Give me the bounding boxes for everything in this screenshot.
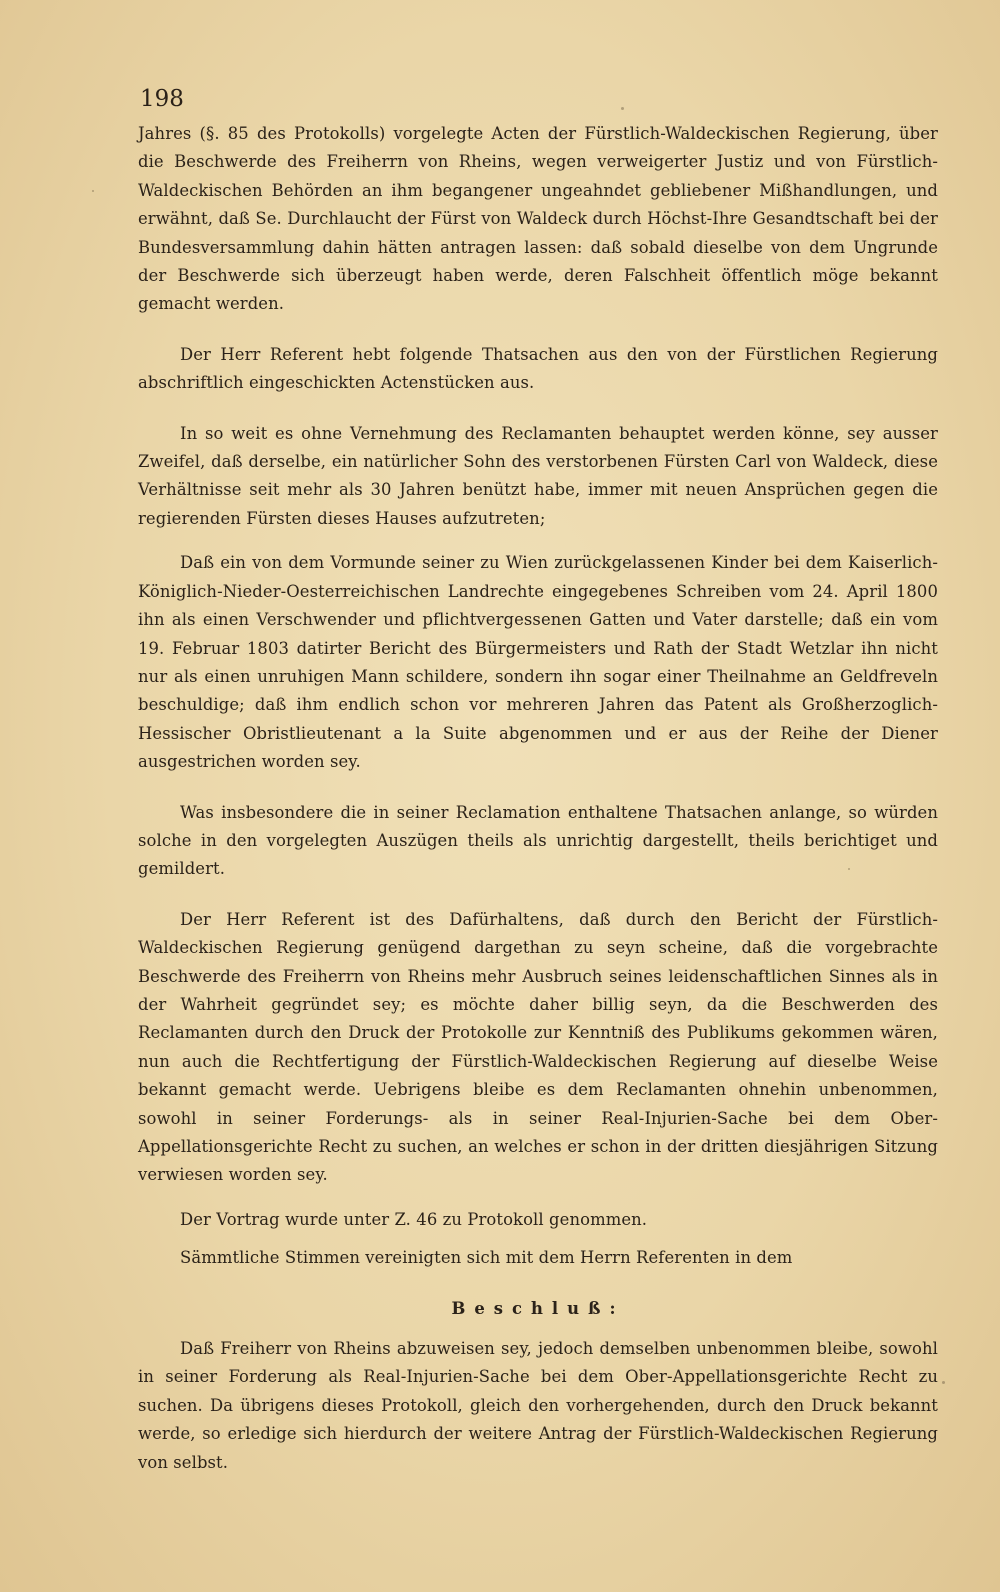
page-number: 198 [140,86,184,112]
paper-speck [621,107,624,110]
paragraph-votes: Sämmtliche Stimmen vereinigten sich mit dem Herrn Referenten in dem [180,1248,793,1268]
paragraph-reclamation-facts: Was insbesondere die in seiner Reclamation enthaltene Thatsachen anlange, so würden solche in den vorgelegten Auszügen theils als unrichtig dargestellt, theils berichtiget und gemildert. [138,802,938,879]
paragraph-continuation: Jahres (§. 85 des Protokolls) vorgelegte Acten der Fürstlich-Waldeckischen Regierung, über die Beschwerde des Freiherrn von Rheins, wegen verweigerter Justiz und von Fürstlich-Waldeckischen Behörden an ihm begangener ungeahndet gebliebener Mißhandlungen, und erwähnt, daß Se. Durchlaucht der Fürst von Waldeck durch Höchst-Ihre Gesandtschaft bei der Bundesversammlung dahin hätten antragen lassen: daß sobald dieselbe von dem Ungrunde der Beschwerde sich überzeugt haben werde, deren Falschheit öffentlich möge bekannt gemacht werden. [138,124,938,314]
paper-speck [942,1381,945,1384]
paragraph-referent-facts: Der Herr Referent hebt folgende Thatsachen aus den von der Fürstlichen Regierung abschriftlich eingeschickten Actenstücken aus. [138,344,938,393]
paper-speck [848,868,850,870]
document-body [138,120,938,1477]
paragraph-natural-son: In so weit es ohne Vernehmung des Reclamanten behauptet werden könne, sey ausser Zweifel, daß derselbe, ein natürlicher Sohn des verstorbenen Fürsten Carl von Waldeck, diese Verhältnisse seit mehr als 30 Jahren benützt habe, immer mit neuen Ansprüchen gegen die regierenden Fürsten dieses Hauses aufzutreten; [138,423,938,528]
paragraph-protocol-note: Der Vortrag wurde unter Z. 46 zu Protokoll genommen. [180,1209,648,1229]
paragraph-resolution: Daß Freiherr von Rheins abzuweisen sey, jedoch demselben unbenommen bleibe, sowohl in seiner Forderung als Real-Injurien-Sache bei dem Ober-Appellationsgerichte Recht zu suchen. Da übrigens dieses Protokoll, gleich den vorhergehenden, durch den Druck bekannt werde, so erledige sich hierdurch der weitere Antrag der Fürstlich-Waldeckischen Regierung von selbst. [138,1339,938,1472]
paper-speck [92,190,94,192]
paragraph-referent-opinion: Der Herr Referent ist des Dafürhaltens, daß durch den Bericht der Fürstlich-Waldeckischen Regierung genügend dargethan zu seyn scheine, daß die vorgebrachte Beschwerde des Freiherrn von Rheins mehr Ausbruch seines leidenschaftlichen Sinnes als in der Wahrheit gegründet sey; es möchte daher billig seyn, da die Beschwerden des Reclamanten durch den Druck der Protokolle zur Kenntniß des Publikums gekommen wären, nun auch die Rechtfertigung der Fürstlich-Waldeckischen Regierung auf dieselbe Weise bekannt gemacht werde. Uebrigens bleibe es dem Reclamanten ohnehin unbenommen, sowohl in seiner Forderungs- als in seiner Real-Injurien-Sache bei dem Ober-Appellationsgerichte Recht zu suchen, an welches er schon in der dritten diesjährigen Sitzung verwiesen worden sey. [138,909,938,1185]
resolution-heading: Beschluß: [451,1298,625,1318]
paragraph-guardian-letter: Daß ein von dem Vormunde seiner zu Wien zurückgelassenen Kinder bei dem Kaiserlich-Königlich-Nieder-Oesterreichischen Landrechte eingegebenes Schreiben vom 24. April 1800 ihn als einen Verschwender und pflichtvergessenen Gatten und Vater darstelle; daß ein vom 19. Februar 1803 datirter Bericht des Bürgermeisters und Rath der Stadt Wetzlar ihn nicht nur als einen unruhigen Mann schildere, sondern ihn sogar einer Theilnahme an Geldfreveln beschuldige; daß ihm endlich schon vor mehreren Jahren das Patent als Großherzoglich-Hessischer Obristlieutenant a la Suite abgenommen und er aus der Reihe der Diener ausgestrichen worden sey. [138,553,938,772]
